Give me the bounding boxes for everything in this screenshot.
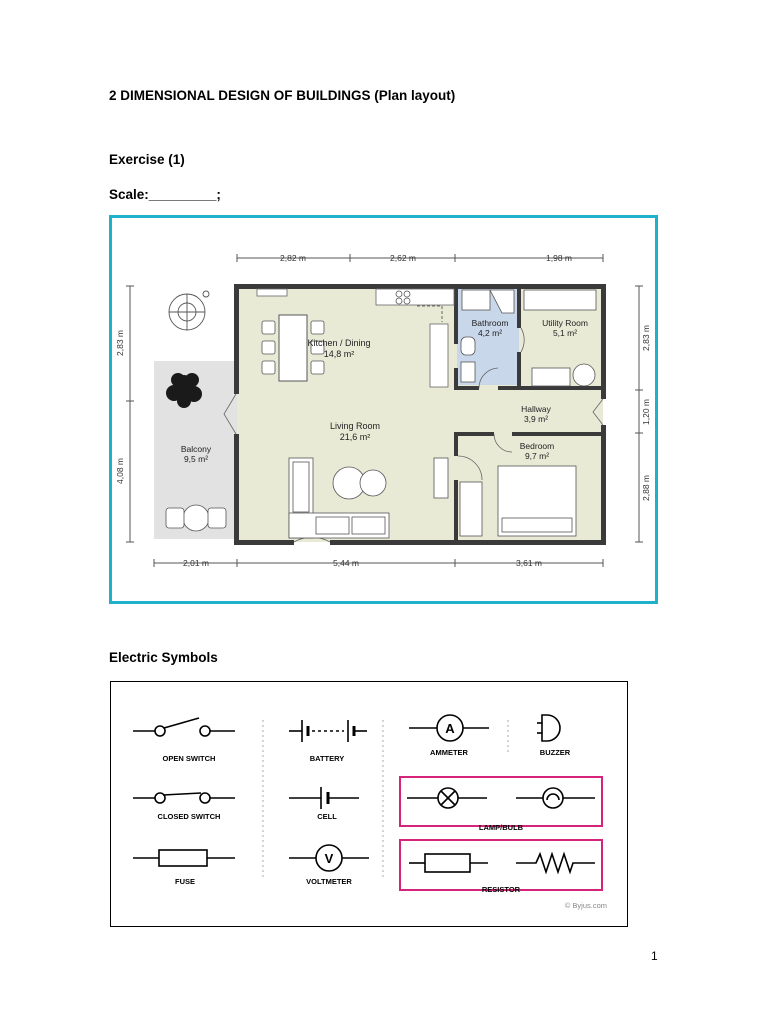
- resistor-zigzag-symbol: [516, 854, 595, 872]
- floor-plan-figure: [109, 215, 658, 604]
- lamp-highlight-box: [400, 777, 602, 826]
- outdoor-table: [169, 291, 209, 330]
- open-switch-symbol: [133, 718, 235, 736]
- electric-symbols-figure: [110, 681, 628, 927]
- lamp-bulb-label: LAMP/BULB: [478, 823, 524, 832]
- room-bathroom-area: 4,2 m²: [477, 328, 503, 338]
- buzzer-label: BUZZER: [539, 748, 571, 757]
- fuse-symbol: [133, 850, 235, 866]
- room-kitchen-area: 14,8 m²: [323, 349, 355, 359]
- buzzer-symbol: [537, 715, 560, 741]
- room-utility-name: Utility Room: [542, 318, 588, 328]
- room-bedroom-name: Bedroom: [519, 441, 555, 451]
- dim-top-1: 2,82 m: [280, 253, 306, 263]
- dim-bottom-2: 5,44 m: [333, 558, 359, 568]
- page-title: 2 DIMENSIONAL DESIGN OF BUILDINGS (Plan layout): [109, 88, 456, 103]
- room-balcony-name: Balcony: [180, 444, 212, 454]
- room-living-name: Living Room: [329, 421, 381, 431]
- open-switch-label: OPEN SWITCH: [162, 754, 216, 763]
- room-living-area: 21,6 m²: [339, 432, 371, 442]
- scale-label: Scale:_________;: [109, 187, 221, 202]
- dim-right-2: 1,20 m: [641, 399, 651, 425]
- room-hallway-name: Hallway: [521, 404, 551, 414]
- resistor-box-symbol: [409, 854, 488, 872]
- page-number: 1: [651, 949, 658, 963]
- dim-right-1: 2,83 m: [641, 325, 651, 351]
- room-balcony-area: 9,5 m²: [183, 454, 209, 464]
- closed-switch-symbol: [133, 793, 235, 803]
- room-bathroom-name: Bathroom: [471, 318, 509, 328]
- voltmeter-letter: V: [324, 851, 334, 866]
- electric-symbols-drawing: [111, 682, 626, 925]
- cell-label: CELL: [317, 812, 337, 821]
- dim-right-3: 2,88 m: [641, 475, 651, 501]
- dim-top-3: 1,98 m: [546, 253, 572, 263]
- dim-bottom-1: 2,01 m: [183, 558, 209, 568]
- dim-left-2: 4,08 m: [115, 458, 125, 484]
- battery-symbol: [289, 720, 367, 742]
- voltmeter-label: VOLTMETER: [306, 877, 352, 886]
- ammeter-label: AMMETER: [430, 748, 468, 757]
- byjus-watermark: © Byjus.com: [564, 901, 607, 910]
- dim-bottom-3: 3,61 m: [516, 558, 542, 568]
- ammeter-letter: A: [445, 721, 455, 736]
- room-hallway-area: 3,9 m²: [523, 414, 549, 424]
- battery-label: BATTERY: [309, 754, 345, 763]
- resistor-label: RESISTOR: [481, 885, 521, 894]
- room-kitchen-name: Kitchen / Dining: [307, 338, 371, 348]
- dining-table: [262, 315, 324, 381]
- bulb-symbol: [516, 788, 595, 808]
- cell-symbol: [289, 787, 359, 809]
- closed-switch-label: CLOSED SWITCH: [157, 812, 221, 821]
- electric-symbols-heading: Electric Symbols: [109, 650, 218, 665]
- fuse-label: FUSE: [174, 877, 196, 886]
- lamp-symbol: [407, 788, 487, 808]
- dim-top-2: 2,62 m: [390, 253, 416, 263]
- floor-plan-drawing: [112, 218, 655, 601]
- room-utility-area: 5,1 m²: [552, 328, 578, 338]
- room-bedroom-area: 9,7 m²: [524, 451, 550, 461]
- dim-left-1: 2,83 m: [115, 330, 125, 356]
- exercise-heading: Exercise (1): [109, 152, 185, 167]
